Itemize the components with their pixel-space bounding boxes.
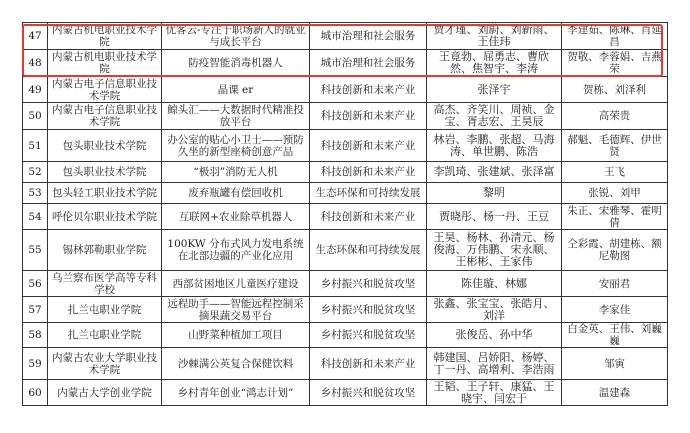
project-list-table-wrap	[22, 22, 667, 406]
cell-no: 50	[23, 103, 48, 130]
table-row	[23, 183, 668, 204]
cell-no: 57	[23, 297, 48, 323]
cell-no: 48	[23, 50, 48, 77]
cell-project: 西部贫困地区儿童医疗建设	[162, 271, 310, 297]
cell-school: 内蒙古电子信息职业技术学院	[48, 103, 162, 130]
cell-no: 51	[23, 130, 48, 162]
cell-project: 互联网+农业除草机器人	[162, 204, 310, 230]
cell-no: 55	[23, 230, 48, 271]
table-row	[23, 162, 668, 183]
cell-category: 城市治理和社会服务	[310, 23, 427, 50]
project-list-table	[22, 22, 668, 406]
cell-mentors: 安丽君	[562, 271, 668, 297]
table-row	[23, 348, 668, 380]
table-row	[23, 230, 668, 271]
cell-no: 53	[23, 183, 48, 204]
cell-school: 内蒙古电子信息职业技术学院	[48, 77, 162, 103]
cell-members: 王竟勃、屈勇志、曹欣然、焦智宇、李涛	[427, 50, 562, 77]
cell-mentors: 张锐、刘甲	[562, 183, 668, 204]
table-body	[23, 23, 668, 406]
cell-category: 乡村振兴和脱贫攻坚	[310, 271, 427, 297]
cell-no: 47	[23, 23, 48, 50]
cell-members: 韩建国、吕娇阳、杨婷、丁一丹、高增利、李浩雨	[427, 348, 562, 380]
cell-project: 乡村青年创业“鸿志计划”	[162, 380, 310, 406]
table-row	[23, 323, 668, 348]
cell-project: 晶课 er	[162, 77, 310, 103]
cell-category: 科技创新和未来产业	[310, 77, 427, 103]
cell-mentors: 温建森	[562, 380, 668, 406]
cell-category: 乡村振兴和脱贫攻坚	[310, 380, 427, 406]
cell-project: 鲸头汇——大数据时代精准投放平台	[162, 103, 310, 130]
cell-mentors: 仝彩霞、胡建栋、额尼勒图	[562, 230, 668, 271]
table-row	[23, 204, 668, 230]
cell-category: 城市治理和社会服务	[310, 50, 427, 77]
cell-mentors: 李家佳	[562, 297, 668, 323]
cell-members: 张泽宇	[427, 77, 562, 103]
cell-category: 生态环保和可持续发展	[310, 230, 427, 271]
cell-mentors: 王飞	[562, 162, 668, 183]
cell-project: 防疫智能消毒机器人	[162, 50, 310, 77]
cell-members: 王昊、杨林、孙清元、杨俊海、万伟鹏、宋永顺、王彬彬、王家伟	[427, 230, 562, 271]
table-row	[23, 77, 668, 103]
cell-category: 乡村振兴和脱贫攻坚	[310, 297, 427, 323]
cell-members: 高杰、齐笑川、周祯、金宝、胥志宏、王昊辰	[427, 103, 562, 130]
cell-category: 科技创新和未来产业	[310, 348, 427, 380]
cell-members: 王韬、王子轩、康猛、王晓宇、闫宏于	[427, 380, 562, 406]
cell-school: 包头职业技术学院	[48, 130, 162, 162]
table-row	[23, 380, 668, 406]
cell-school: 包头轻工职业技术学院	[48, 183, 162, 204]
cell-project: 办公室的贴心小卫士——预防久坐的新型座椅创意产品	[162, 130, 310, 162]
cell-school: 内蒙古农业大学职业技术学院	[48, 348, 162, 380]
cell-mentors: 朱正、宋雅琴、霍明倩	[562, 204, 668, 230]
cell-no: 56	[23, 271, 48, 297]
cell-mentors: 贺敬、李蓉娟、吉燕荣	[562, 50, 668, 77]
cell-members: 张俊岳、孙中华	[427, 323, 562, 348]
cell-mentors: 邹寅	[562, 348, 668, 380]
cell-school: 包头职业技术学院	[48, 162, 162, 183]
table-row	[23, 23, 668, 50]
cell-project: “极羽”消防无人机	[162, 162, 310, 183]
cell-no: 49	[23, 77, 48, 103]
cell-school: 内蒙古机电职业技术学院	[48, 23, 162, 50]
cell-school: 乌兰察布医学高等专科学校	[48, 271, 162, 297]
table-row	[23, 297, 668, 323]
cell-project: 优客云-专注于职场新人的就业与成长平台	[162, 23, 310, 50]
cell-school: 呼伦贝尔职业技术学院	[48, 204, 162, 230]
cell-no: 60	[23, 380, 48, 406]
cell-category: 乡村振兴和脱贫攻坚	[310, 323, 427, 348]
cell-no: 54	[23, 204, 48, 230]
cell-project: 沙棘满公英复合保健饮料	[162, 348, 310, 380]
cell-members: 贾才瑾、刘蔚、刘新雨、王佳玮	[427, 23, 562, 50]
cell-members: 贾晓彤、杨一丹、王豆	[427, 204, 562, 230]
cell-members: 陈佳璇、林娜	[427, 271, 562, 297]
cell-project: 100KW 分布式风力发电系统在北部边疆的产业化应用	[162, 230, 310, 271]
cell-no: 58	[23, 323, 48, 348]
cell-members: 黎明	[427, 183, 562, 204]
cell-category: 生态环保和可持续发展	[310, 183, 427, 204]
cell-mentors: 郝魁、毛德辉、伊世贤	[562, 130, 668, 162]
cell-no: 59	[23, 348, 48, 380]
cell-school: 内蒙古机电职业技术学院	[48, 50, 162, 77]
cell-mentors: 白金英、王伟、刘巍巍	[562, 323, 668, 348]
cell-mentors: 高荣贵	[562, 103, 668, 130]
table-row	[23, 130, 668, 162]
cell-no: 52	[23, 162, 48, 183]
cell-mentors: 李建茹、陈琳、肖延昌	[562, 23, 668, 50]
cell-members: 李凯琦、张建斌、张泽富	[427, 162, 562, 183]
table-row	[23, 271, 668, 297]
cell-project: 废弃瓶罐有偿回收机	[162, 183, 310, 204]
table-row	[23, 50, 668, 77]
cell-school: 内蒙古大学创业学院	[48, 380, 162, 406]
cell-school: 扎兰屯职业学院	[48, 323, 162, 348]
table-row	[23, 103, 668, 130]
cell-category: 科技创新和未来产业	[310, 103, 427, 130]
cell-mentors: 贺栋、刘泽利	[562, 77, 668, 103]
cell-school: 扎兰屯职业学院	[48, 297, 162, 323]
cell-category: 科技创新和未来产业	[310, 130, 427, 162]
cell-category: 科技创新和未来产业	[310, 204, 427, 230]
cell-members: 林岩、李鹏、张超、马海涛、单世鹏、陈浩	[427, 130, 562, 162]
cell-project: 山野菜种植加工项目	[162, 323, 310, 348]
cell-category: 科技创新和未来产业	[310, 162, 427, 183]
cell-project: 远程助手——智能远程控制采摘果蔬交易平台	[162, 297, 310, 323]
cell-school: 锡林郭勒职业学院	[48, 230, 162, 271]
cell-members: 张鑫、张宝宝、张皓月、刘洋	[427, 297, 562, 323]
